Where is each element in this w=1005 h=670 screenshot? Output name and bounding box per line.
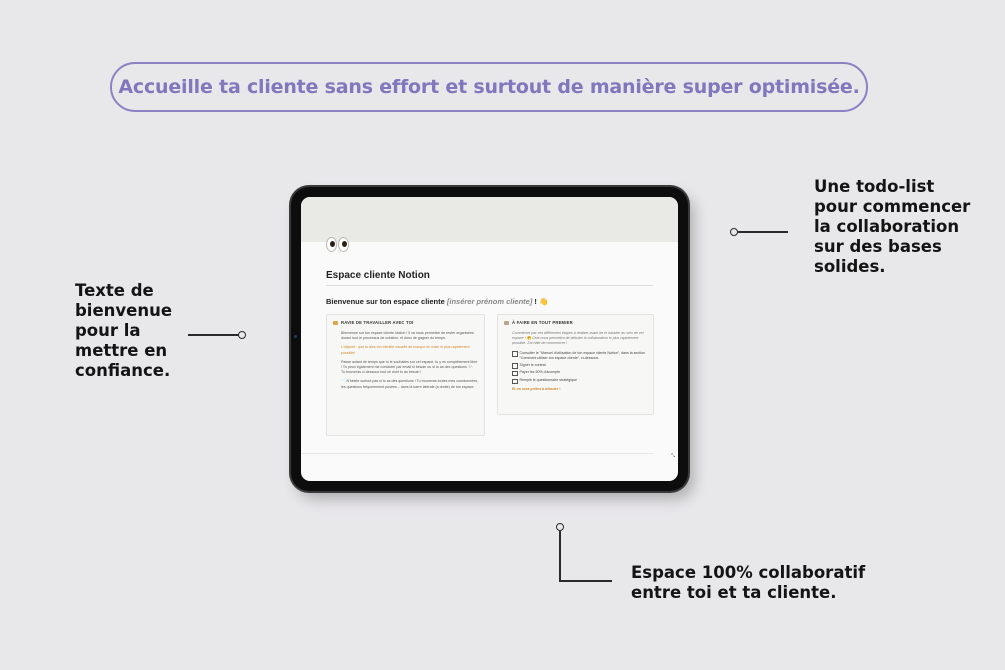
callout-left-line: bienvenue	[75, 301, 173, 320]
welcome-suffix: ! 👋	[532, 297, 549, 306]
callout-right-dot	[730, 228, 738, 236]
callout-bottom-connector-vertical	[559, 531, 561, 582]
left-card-paragraph: Passe autant de temps que tu le souhaites sur cet espace, tu y es complètement libre ! Tu peux également me contacter par email si besoin ou si tu as des questions 🤍. Tu trouveras ci-dessous tout ce dont tu as besoin !	[341, 359, 478, 375]
callout-left-line: Texte de	[75, 281, 154, 300]
callout-right-line: solides.	[814, 257, 886, 276]
welcome-heading	[326, 297, 548, 306]
checkbox[interactable]	[512, 363, 518, 369]
todo-label: Signer le contrat	[519, 362, 546, 367]
headline-text: Accueille ta cliente sans effort et surtout de manière super optimisée.	[118, 76, 860, 98]
callout-right	[814, 177, 970, 277]
callout-right-connector	[738, 231, 788, 233]
tablet-mockup	[291, 187, 688, 491]
callout-right-line: la collaboration	[814, 217, 960, 236]
todo-item[interactable]	[504, 363, 647, 369]
left-card-header	[333, 320, 478, 325]
callout-bottom-connector-horizontal	[559, 580, 612, 582]
todo-label: Consulter le "Manuel d'utilisation de ton espace cliente Notion", dans la section "Comment utiliser ton espace cliente", ci-dessous.	[519, 350, 645, 360]
callout-left-line: pour la	[75, 321, 141, 340]
welcome-placeholder: [insérer prénom cliente]	[446, 297, 533, 306]
callout-bottom-line: Espace 100% collaboratif	[631, 563, 866, 582]
checkbox[interactable]	[512, 351, 518, 357]
headline-pill	[110, 62, 868, 112]
callout-left-dot	[238, 331, 246, 339]
tablet-camera	[294, 335, 297, 338]
checkbox[interactable]	[512, 371, 518, 377]
left-card-heading: RAVIE DE TRAVAILLER AVEC TOI	[341, 320, 414, 325]
right-card-intro: Commence par ces différentes étapes à réaliser avant de te balader au sein de cet espace ! 🤗 Cela nous permettra de débuter la collaboration le plus rapidement possible. J'ai hâte de commencer !	[512, 331, 644, 346]
callout-left-connector	[188, 334, 241, 336]
todo-callout-card	[497, 314, 654, 415]
left-card-highlight: L'objectif : que tu aies ton identité visuelle de marque en main le plus rapidement possible!	[341, 345, 470, 355]
notion-page-screen	[301, 197, 678, 481]
notepad-icon	[504, 321, 509, 325]
page-cover	[301, 197, 678, 242]
page-bottom-divider	[301, 453, 653, 454]
eye-right	[338, 237, 349, 252]
callout-bottom-line: entre toi et ta cliente.	[631, 583, 837, 602]
right-card-heading: À FAIRE EN TOUT PREMIER	[512, 320, 573, 325]
callout-right-line: Une todo-list	[814, 177, 935, 196]
todo-label: Remplir le questionnaire stratégique	[519, 377, 578, 382]
eyes-icon	[326, 237, 349, 252]
resize-icon[interactable]: ⤡	[671, 453, 676, 459]
callout-left-line: mettre en	[75, 341, 168, 360]
right-card-header	[504, 320, 647, 325]
welcome-callout-card	[326, 314, 485, 436]
eye-left	[326, 237, 337, 252]
callout-bottom-dot	[556, 523, 564, 531]
callout-left-line: confiance.	[75, 361, 171, 380]
page-title: Espace cliente Notion	[326, 270, 430, 281]
todo-item[interactable]	[504, 351, 647, 361]
todo-label: Payer les 50% d'acompte	[519, 370, 561, 375]
callout-bottom	[631, 563, 865, 603]
callout-right-line: sur des bases	[814, 237, 942, 256]
gift-icon	[333, 321, 338, 325]
todo-item[interactable]	[504, 378, 647, 384]
callout-left	[75, 281, 172, 381]
right-card-cta: Et on sera prêtes à débuter !	[512, 387, 561, 392]
welcome-prefix: Bienvenue sur ton espace cliente	[326, 297, 447, 306]
callout-right-line: pour commencer	[814, 197, 971, 216]
checkbox[interactable]	[512, 379, 518, 385]
title-divider	[326, 285, 653, 286]
left-card-paragraph: Bienvenue sur ton espace cliente Notion ! Il va nous permettre de rester organisées durant tout le processus de création, et donc de gagner du temps.	[341, 331, 474, 341]
todo-item[interactable]	[504, 370, 647, 376]
left-card-paragraph: ✉️ N'hésite surtout pas si tu as des questions ! Tu trouveras toutes mes coordonnées, les questions fréquemment posées... dans la barre latérale (à droite) de ton espace.	[341, 379, 479, 389]
